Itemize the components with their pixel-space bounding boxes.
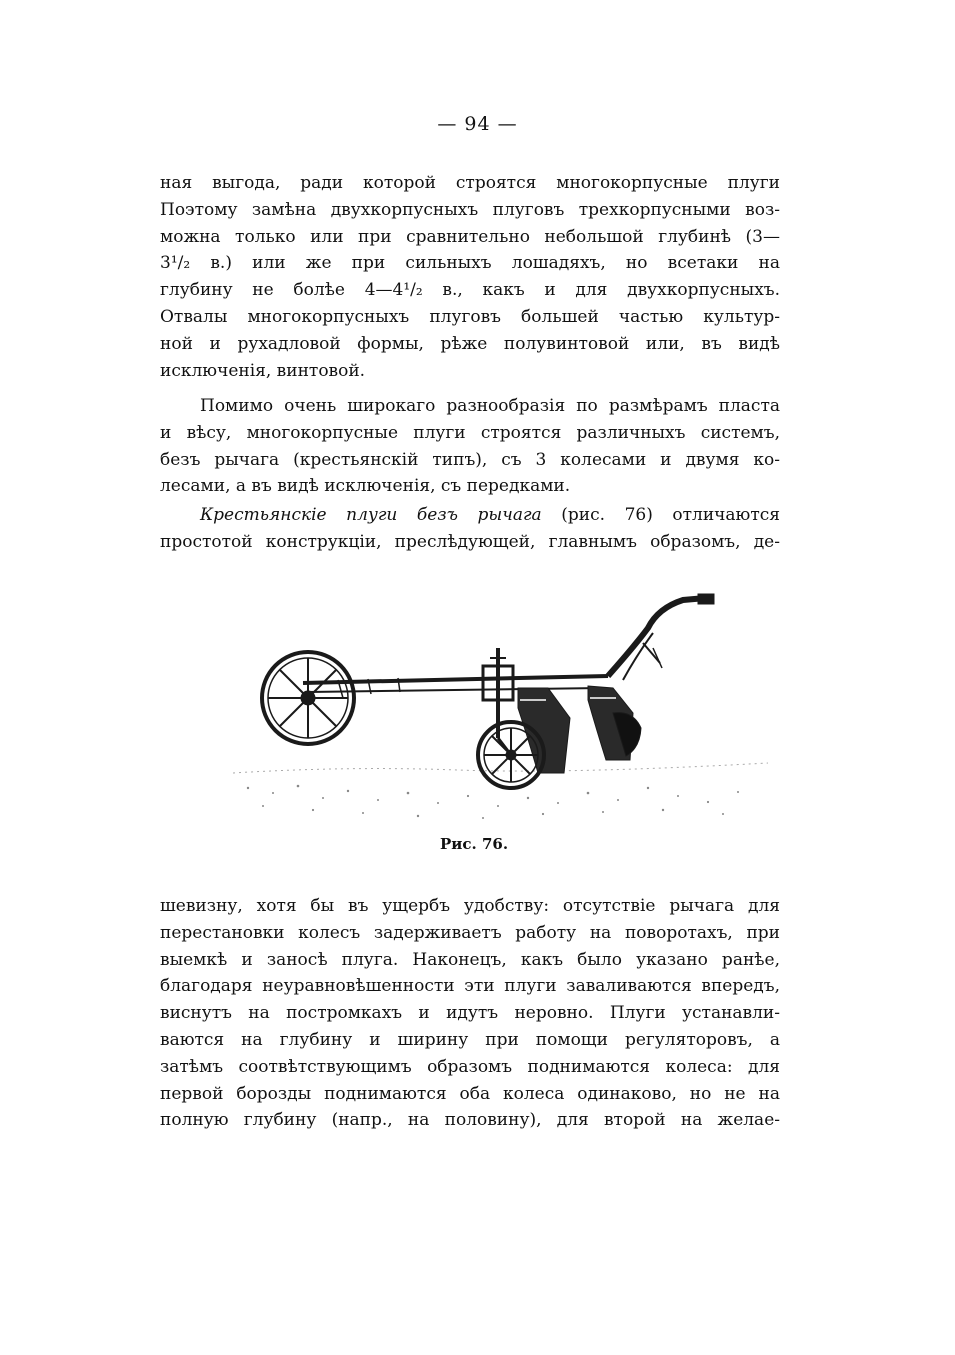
- italic-term: Крестьянскіе плуги безъ рычага: [200, 505, 542, 525]
- text-line: безъ рычага (крестьянскій типъ), съ 3 колесами и двумя ко-: [160, 449, 780, 470]
- text-line: шевизну, хотя бы въ ущербъ удобству: отсутствіе рычага для: [160, 896, 780, 916]
- plow-body: [518, 686, 641, 773]
- text-line: можна только или при сравнительно небольшой глубинѣ (3—: [160, 226, 780, 247]
- text-line: затѣмъ соотвѣтствующимъ образомъ поднимаются колеса: для: [160, 1056, 780, 1077]
- text-line: простотой конструкціи, преслѣдующей, главнымъ образомъ, де-: [160, 531, 780, 552]
- text-line: полную глубину (напр., на половину), для второй на желае-: [160, 1110, 780, 1131]
- paragraph-4: [160, 893, 780, 1134]
- text-line: Поэтому замѣна двухкорпусныхъ плуговъ трехкорпусными воз-: [160, 199, 780, 220]
- text-line: ваются на глубину и ширину при помощи регуляторовъ, а: [160, 1029, 780, 1050]
- text-line: исключенія, винтовой.: [160, 360, 366, 381]
- text-line: виснутъ на постромкахъ и идутъ неровно. Плуги устанавли-: [160, 1003, 780, 1024]
- text-line: глубину не болѣе 4—4¹/₂ в., какъ и для двухкорпусныхъ.: [160, 280, 780, 301]
- text-line: 3¹/₂ в.) или же при сильныхъ лошадяхъ, но всетаки на: [160, 253, 780, 274]
- page-number: — 94 —: [437, 113, 518, 135]
- text-line: благодаря неуравновѣшенности эти плуги заваливаются впередъ,: [160, 976, 780, 997]
- text-fragment: (рис. 76) отличаются: [561, 505, 780, 525]
- text-line: выемкѣ и заносѣ плуга. Наконецъ, какъ было указано ранѣе,: [160, 949, 780, 970]
- text-line: лесами, а въ видѣ исключенія, съ передками.: [160, 476, 571, 497]
- paragraph-2: [160, 393, 780, 500]
- plow-illustration: [228, 588, 788, 838]
- text-line: [160, 502, 780, 529]
- text-line: и вѣсу, многокорпусные плуги строятся различныхъ системъ,: [160, 422, 780, 443]
- text-line: ной и рухадловой формы, рѣже полувинтовой или, въ видѣ: [160, 333, 780, 354]
- text-line: перестановки колесъ задерживаетъ работу на поворотахъ, при: [160, 922, 780, 943]
- paragraph-3: [160, 502, 780, 556]
- text-line: Помимо очень широкаго разнообразія по размѣрамъ пласта: [200, 396, 780, 416]
- text-line: Отвалы многокорпусныхъ плуговъ большей частью культур-: [160, 306, 780, 327]
- text-line: первой борозды поднимаются оба колеса одинаково, но не на: [160, 1083, 780, 1104]
- text-line: ная выгода, ради которой строятся многокорпусные плуги: [160, 173, 780, 193]
- figure-caption: Рис. 76.: [440, 835, 509, 853]
- paragraph-1: [160, 170, 780, 384]
- wheel-large: [262, 652, 354, 744]
- plow-drawing: [228, 588, 788, 838]
